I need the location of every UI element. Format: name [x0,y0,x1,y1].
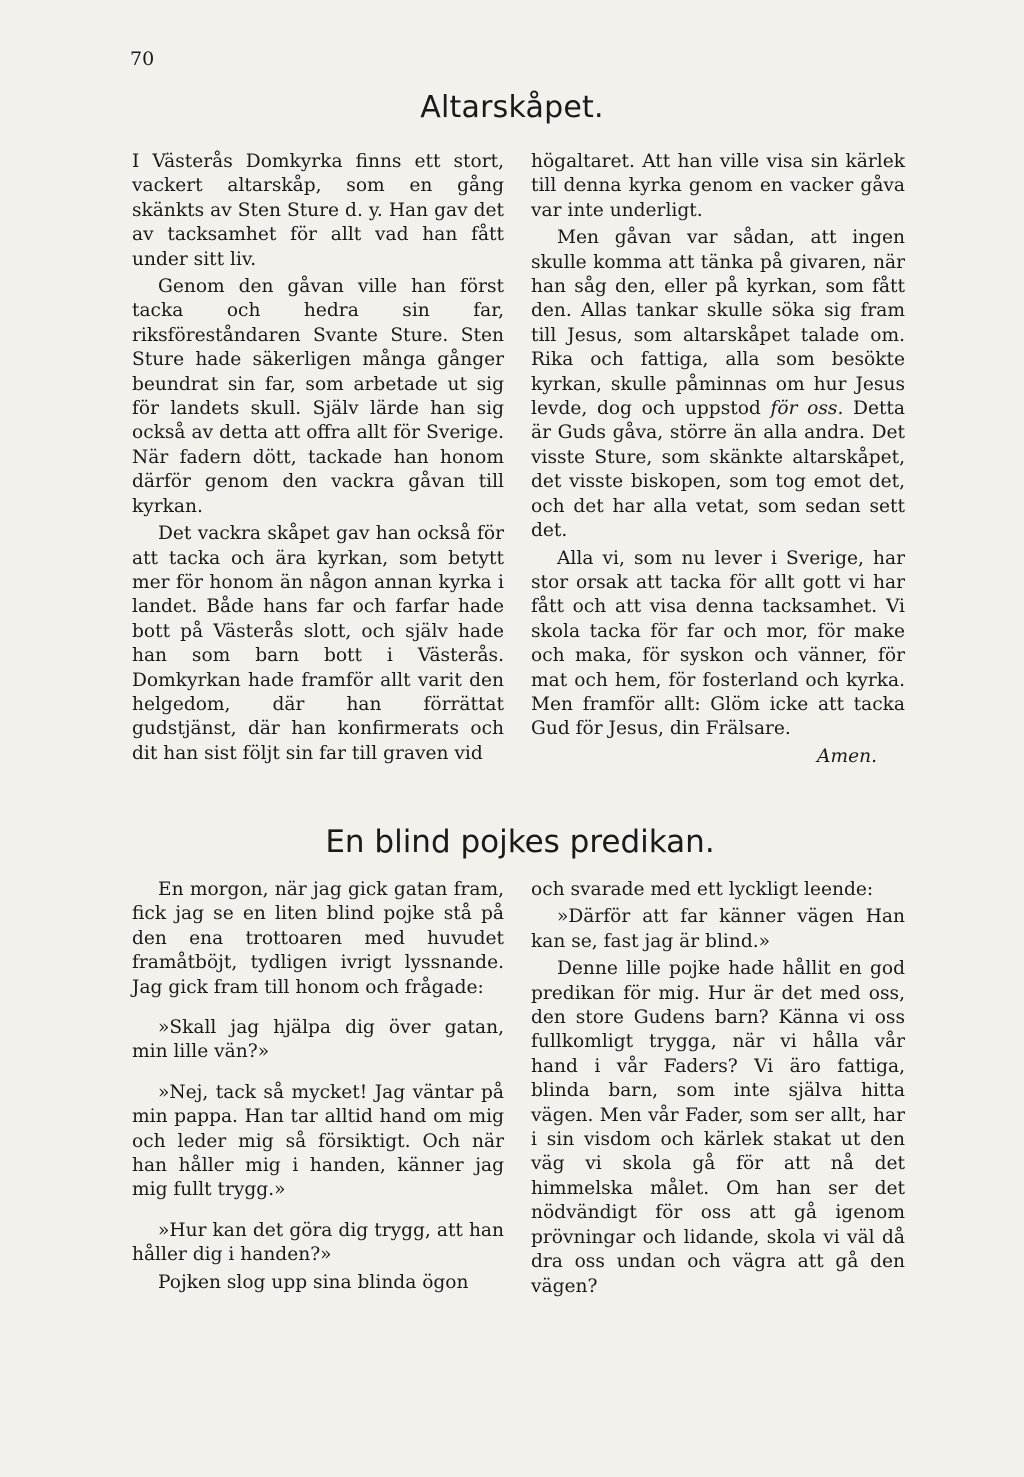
article1-right-column [531,150,905,772]
paragraph: Alla vi, som nu lever i Sverige, har stor orsak att tacka för allt gott vi har fått och att visa denna tacksamhet. Vi skola tacka för far och mor, för make och maka, för syskon och vänner, för mat och hem, för fosterland och kyrka. Men framför allt: Glöm icke att tacka Gud för Jesus, din Frälsare. [531,547,905,740]
paragraph-text: Detta är Guds gåva, större än alla andra. Det visste Sture, som skänkte altarskåpet, det visste biskopen, som tog emot det, och det har alla vetat, som sedan sett det. [531,398,905,542]
paragraph-text: Men gåvan var sådan, att ingen skulle komma att tänka på givaren, när han såg den, eller på kyrkan, som fått den. Allas tankar skulle söka sig fram till Jesus, som altarskåpet talade om. Rika och fattiga, alla som besökte kyrkan, skulle påminnas om hur Jesus levde, dog och uppstod [531,227,905,420]
paragraph: Genom den gåvan ville han först tacka och hedra sin far, riksföreståndaren Svante Sture. Sten Sture hade säkerligen många gånger beundrat sin far, som arbetade ut sig för landets skull. Själv lärde han sig också av detta att offra allt för Sverige. När fadern dött, tackade han honom därför genom den vackra gåvan till kyrkan. [132,276,504,517]
paragraph: »Nej, tack så mycket! Jag väntar på min pappa. Han tar alltid hand om mig och leder mig så försiktigt. Och när han håller mig i handen, känner jag mig fullt trygg.» [132,1081,504,1201]
article1-left-column [132,150,504,769]
paragraph: och svarade med ett lyckligt leende: [531,879,874,900]
closing-amen: Amen. [817,745,877,767]
article2-left-column [132,878,504,1298]
article-title-blind-pojke: En blind pojkes predikan. [325,824,715,860]
article-title-altarskapet: Altarskåpet. [420,90,604,125]
paragraph: Denne lille pojke hade hållit en god predikan för mig. Hur är det med oss, den store Gudens barn? Känna vi oss fullkomligt trygga, när vi hålla vår hand i vår Faders? Vi äro fattiga, blinda barn, som inte själva hitta vägen. Men vår Fader, som ser allt, har i sin visdom och kärlek stakat ut den väg vi skola gå för att nå det himmelska målet. Om han ser det nödvändigt för oss att gå igenom prövningar och lidande, skola vi väl då dra oss undan och vägra att gå den vägen? [531,958,905,1297]
page-number: 70 [130,48,155,70]
paragraph: »Hur kan det göra dig trygg, att han håller dig i handen?» [132,1219,504,1266]
paragraph: högaltaret. Att han ville visa sin kärlek till denna kyrka genom en vacker gåva var inte underligt. [531,151,905,221]
article2-right-column [531,878,905,1302]
paragraph: En morgon, när jag gick gatan fram, fick jag se en liten blind pojke stå på den ena trottoaren med huvudet framåtböjt, tydligen ivrigt lyssnande. Jag gick fram till honom och frågade: [132,879,504,998]
paragraph: »Därför att far känner vägen Han kan se, fast jag är blind.» [531,906,905,952]
emphasis-text: för oss. [770,398,844,420]
paragraph: Det vackra skåpet gav han också för att tacka och ära kyrkan, som betytt mer för honom än någon annan kyrka i landet. Både hans far och farfar hade bott på Västerås slott, och själv hade han som barn bott i Västerås. Domkyrkan hade framför allt varit den helgedom, där han förrättat gudstjänst, där han konfirmerats och dit han sist följt sin far till graven vid [132,523,504,764]
paragraph [531,226,905,543]
paragraph: I Västerås Domkyrka finns ett stort, vackert altarskåp, som en gång skänkts av Sten Sture d. y. Han gav det av tacksamhet för allt vad han fått under sitt liv. [132,151,504,270]
paragraph: »Skall jag hjälpa dig över gatan, min lille vän?» [132,1017,504,1063]
paragraph: Pojken slog upp sina blinda ögon [158,1271,469,1293]
